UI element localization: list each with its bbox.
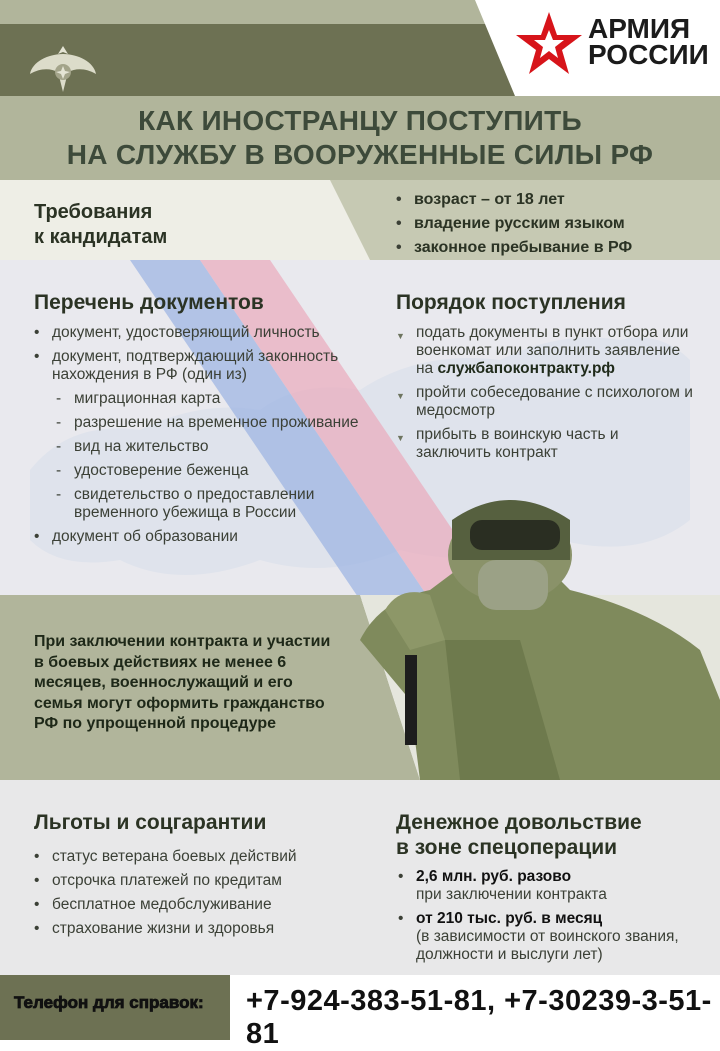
list-item: ▼ прибыть в воинскую часть и заключить контракт [394,426,694,462]
ministry-of-defense-emblem-icon [28,40,98,100]
list-item: • бесплатное медобслуживание [30,896,370,914]
benefits-heading: Льготы и соцгарантии [34,811,267,834]
list-item: • документ об образовании [30,528,380,546]
list-item: - удостоверение беженца [30,462,380,480]
list-item: - миграционная карта [30,390,380,408]
pay-heading: Денежное довольствие в зоне спецоперации [396,811,642,859]
list-item: ▼ пройти собеседование с психологом и медосмотр [394,384,694,420]
contact-phones[interactable]: +7-924-383-51-81, +7-30239-3-51-81 [246,985,712,1050]
list-item: ▼ подать документы в пункт отбора или военкомат или заполнить заявление на службапоконтракту.рф [394,324,694,378]
footer-label: Телефон для справок: [14,993,204,1012]
list-item: - разрешение на временное проживание [30,414,380,432]
contract-site-link[interactable]: службапоконтракту.рф [437,360,615,377]
benefits-list [30,848,370,944]
list-item: • страхование жизни и здоровья [30,920,370,938]
citizenship-note: При заключении контракта и участии в боевых действиях не менее 6 месяцев, военнослужащий и его семья могут оформить гражданство РФ по упрощенной процедуре [34,633,331,732]
list-item: • законное пребывание в РФ [392,239,712,257]
red-star-icon [514,10,584,76]
requirements-heading: Требования к кандидатам [34,201,168,248]
documents-list [30,324,380,552]
list-item: - свидетельство о предоставлении временного убежища в России [30,486,380,522]
list-item: • возраст – от 18 лет [392,191,712,209]
page-title: КАК ИНОСТРАНЦУ ПОСТУПИТЬ НА СЛУЖБУ В ВООРУЖЕННЫЕ СИЛЫ РФ [66,105,654,170]
list-item: • владение русским языком [392,215,712,233]
documents-heading: Перечень документов [34,291,264,314]
list-item: • документ, подтверждающий законность нахождения в РФ (один из) [30,348,380,384]
list-item: - вид на жительство [30,438,380,456]
requirements-list [392,191,712,263]
list-item: • 2,6 млн. руб. разово при заключении контракта [394,868,704,904]
brand-name: АРМИЯ РОССИИ [588,13,709,70]
procedure-list [394,324,694,468]
procedure-heading: Порядок поступления [396,291,626,314]
list-item: • статус ветерана боевых действий [30,848,370,866]
list-item: • от 210 тыс. руб. в месяц (в зависимости от воинского звания, должности и выслуги лет) [394,910,704,964]
list-item: • отсрочка платежей по кредитам [30,872,370,890]
list-item: • документ, удостоверяющий личность [30,324,380,342]
pay-list [394,868,704,970]
